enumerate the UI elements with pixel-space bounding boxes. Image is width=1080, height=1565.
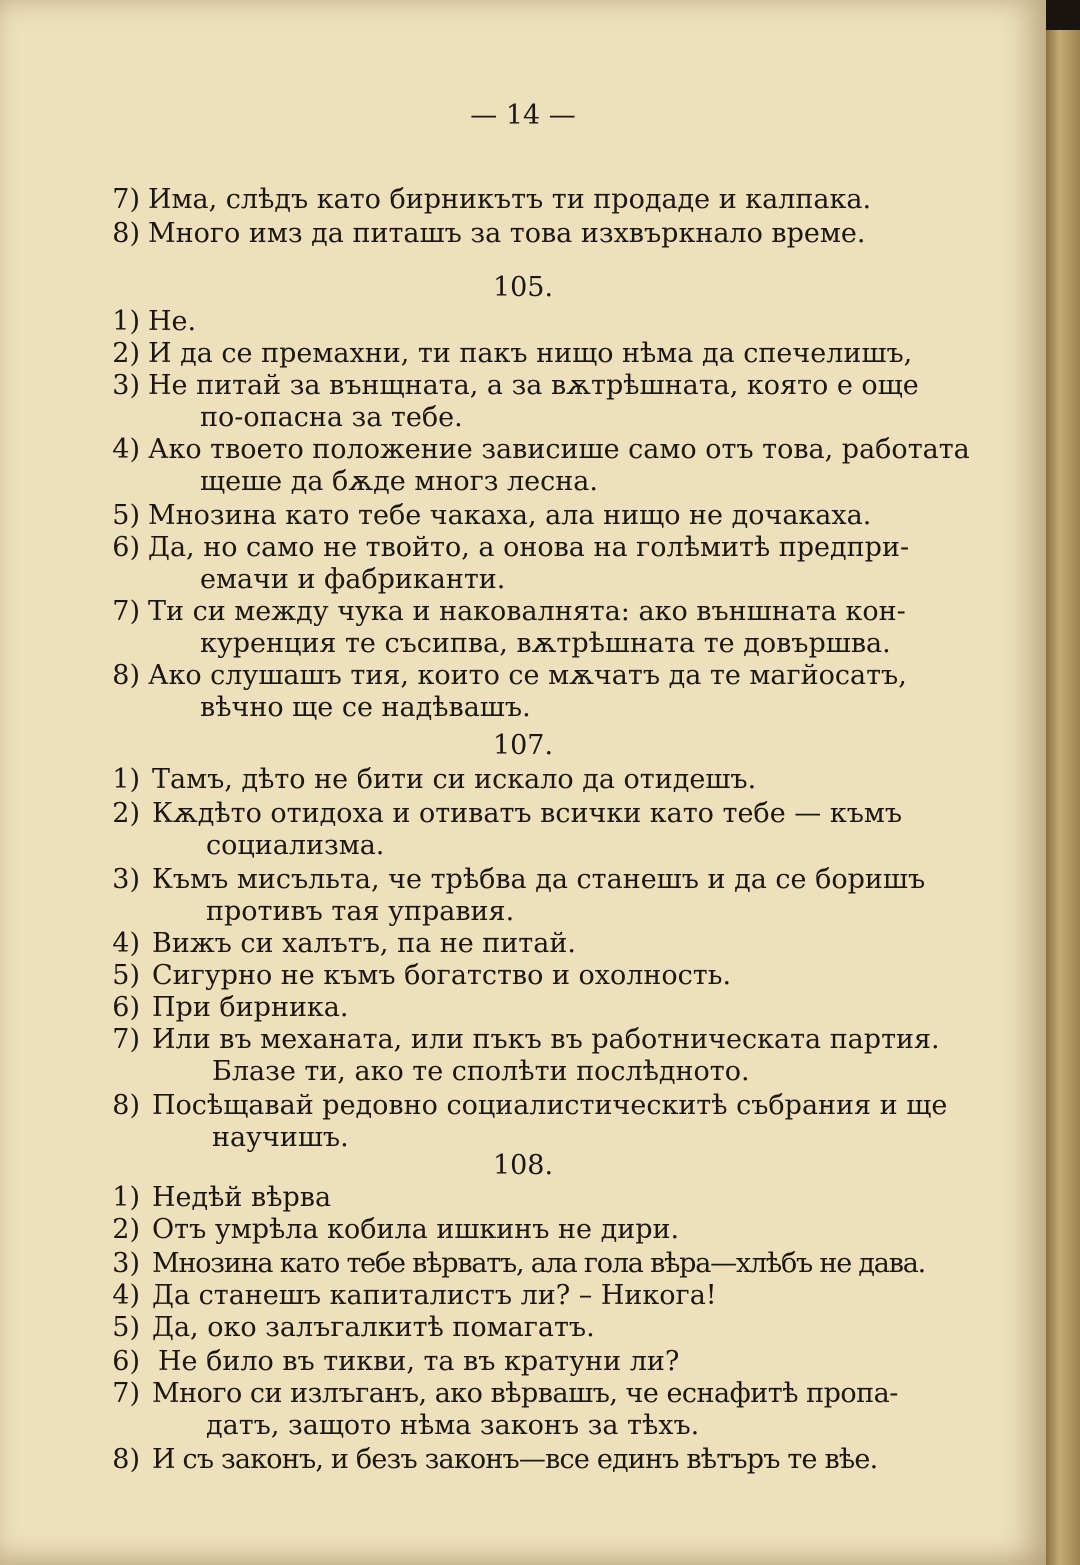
item-text: Много имз да питашъ за това изхвъркнало време. [148,218,866,249]
item-text: Да, но само не твойто, а онова на голѣмитѣ предпри- [148,532,910,563]
page-edge [1046,30,1080,1565]
item-number: 6) [112,532,140,563]
item-text: Ако слушашъ тия, които се мѫчатъ да те магйосатъ, [148,660,907,691]
item-number: 2) [112,1214,140,1245]
item-text: И съ законъ, и безъ законъ—все единъ вѣтъръ те вѣе. [152,1444,878,1475]
item-text: Тамъ, дѣто не бити си искало да отидешъ. [152,764,757,795]
item-number: 8) [112,218,140,249]
item-text: социализма. [206,830,385,861]
item-number: 8) [112,1090,140,1121]
item-text: Блазе ти, ако те сполѣти послѣдното. [212,1056,750,1087]
item-number: 8) [112,1444,140,1475]
item-text: Не било въ тикви, та въ кратуни ли? [158,1346,680,1377]
item-text: вѣчно ще се надѣвашъ. [200,692,531,723]
item-text: противъ тая управия. [206,896,515,927]
item-text: Да, око залъгалкитѣ помагатъ. [152,1312,595,1343]
item-text: датъ, защото нѣма законъ за тѣхъ. [206,1410,700,1441]
item-number: 2) [112,798,140,829]
item-number: 4) [112,434,140,465]
item-text: Много си излъганъ, ако вѣрвашъ, че еснафитѣ пропа- [152,1378,898,1409]
item-number: 7) [112,596,140,627]
item-text: Кѫдѣто отидоха и отиватъ всички като тебе — къмъ [152,798,903,829]
item-text: Ако твоето положение зависише само отъ това, работата [148,434,970,465]
item-number: 1) [112,1182,140,1213]
item-number: 5) [112,1312,140,1343]
item-text: Или въ механата, или пъкъ въ работническата партия. [152,1024,940,1055]
item-text: Да станешъ капиталистъ ли? – Никога! [152,1280,717,1311]
item-text: Сигурно не къмъ богатство и охолность. [152,960,732,991]
page-number: — 14 — [470,100,576,131]
item-text: Мнозина като тебе вѣрватъ, ала гола вѣра—хлѣбъ не дава. [152,1248,925,1279]
item-text: Къмъ мисъльта, че трѣбва да станешъ и да се боришъ [152,864,926,895]
item-text: куренция те съсипва, вѫтрѣшната те довършва. [200,628,891,659]
item-number: 2) [112,338,140,369]
item-text: При бирника. [152,992,349,1023]
item-number: 1) [112,764,140,795]
item-number: 4) [112,928,140,959]
item-number: 3) [112,864,140,895]
item-number: 7) [112,1378,140,1409]
section-title: 105. [492,272,554,303]
item-number: 6) [112,1346,140,1377]
item-text: Има, слѣдъ като бирникътъ ти продаде и калпака. [148,184,872,215]
item-number: 4) [112,1280,140,1311]
item-text: Ти си между чука и наковалнята: ако външната кон- [148,596,906,627]
item-text: Недѣй вѣрва [152,1182,332,1213]
item-text: Посѣщавай редовно социалистическитѣ събрания и ще [152,1090,948,1121]
item-text: емачи и фабриканти. [200,564,506,595]
item-text: научишъ. [212,1122,349,1153]
item-number: 3) [112,1248,140,1279]
item-text: Мнозина като тебе чакаха, ала нищо не дочакаха. [148,500,872,531]
item-text: щеше да бѫде многз лесна. [200,466,598,497]
item-number: 8) [112,660,140,691]
item-number: 6) [112,992,140,1023]
item-text: Отъ умрѣла кобила ишкинъ не дири. [152,1214,680,1245]
item-text: Не питай за вънщната, а за вѫтрѣшната, която е още [148,370,919,401]
item-text: И да се премахни, ти пакъ нищо нѣма да спечелишъ, [148,338,913,369]
item-number: 3) [112,370,140,401]
item-number: 5) [112,960,140,991]
item-text: Не. [148,306,197,337]
item-number: 7) [112,1024,140,1055]
item-text: Вижъ си халътъ, па не питай. [152,928,576,959]
item-number: 7) [112,184,140,215]
item-text: по-опасна за тебе. [200,402,463,433]
section-title: 107. [492,730,554,761]
item-number: 1) [112,306,140,337]
section-title: 108. [492,1150,554,1181]
item-number: 5) [112,500,140,531]
